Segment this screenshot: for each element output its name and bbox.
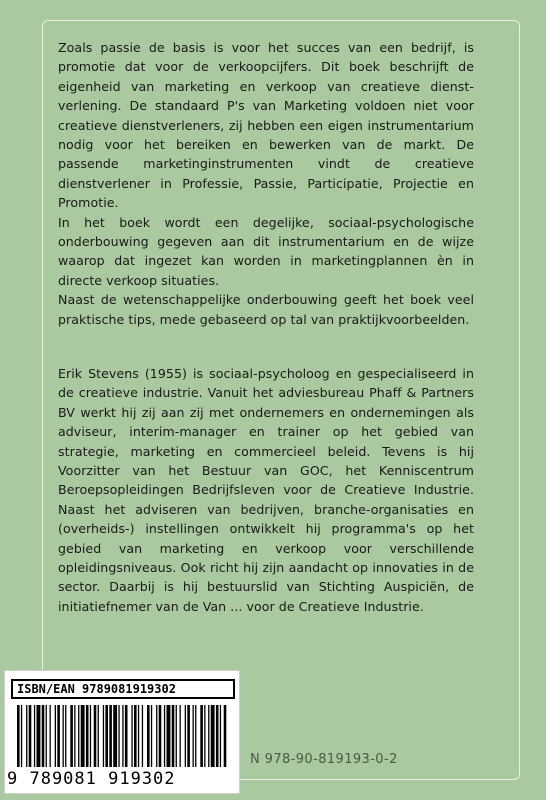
- barcode-bar: [86, 705, 89, 767]
- barcode-bar: [224, 705, 227, 767]
- barcode-bar: [216, 705, 219, 767]
- barcode-bar: [29, 705, 32, 767]
- barcode-bar: [156, 705, 157, 767]
- barcode-bar: [138, 705, 139, 767]
- barcode-bar: [147, 705, 150, 767]
- barcode-bar: [21, 705, 22, 767]
- blurb-paragraph-1: Zoals passie de basis is voor het succes van een bedrijf, is promotie dat voor de verkoopcijfers. Dit boek beschrijft de eigenheid van marketing en verkoop van creatieve dienst-verlening. De standaard P's van Marketing voldoen niet voor creatieve dienstverleners, zij hebben een eigen instrumentarium nodig voor het bereiken en bewerken van de markt. De passende marketinginstrumenten vindt de creatieve dienstverlener in Professie, Passie, Participatie, Projectie en Promotie.: [58, 40, 474, 211]
- blurb-text: [58, 38, 474, 329]
- barcode-bar: [211, 705, 215, 767]
- barcode-digits: 9 789081 919302: [7, 769, 176, 789]
- blurb-paragraph-2: In het boek wordt een degelijke, sociaal-psychologische onderbouwing gegeven aan dit instrumentarium en de wijze waarop dat ingezet kan worden in marketingplannen èn in directe verkoop situaties.: [58, 214, 474, 288]
- barcode-bar: [195, 705, 196, 767]
- barcode-bar: [125, 705, 128, 767]
- barcode-bar: [55, 705, 56, 767]
- barcode-bar: [109, 705, 112, 767]
- printed-isbn: N 978-90-819193-0-2: [250, 752, 398, 767]
- barcode-bar: [151, 705, 152, 767]
- barcode-bars: [17, 705, 229, 767]
- barcode-bar: [98, 705, 99, 767]
- barcode-bar: [220, 705, 221, 767]
- barcode-bar: [94, 705, 97, 767]
- barcode-bar: [164, 705, 165, 767]
- barcode-bar: [37, 705, 41, 767]
- barcode-bar: [57, 705, 60, 767]
- barcode-bar: [74, 705, 75, 767]
- barcode-bar: [208, 705, 209, 767]
- barcode-bar: [81, 705, 85, 767]
- barcode-bar: [204, 705, 205, 767]
- barcode-bar: [63, 705, 64, 767]
- barcode-bar: [176, 705, 177, 767]
- barcode-bar: [172, 705, 175, 767]
- barcode-sticker: [4, 670, 240, 794]
- barcode-bar: [34, 705, 35, 767]
- barcode-bar: [105, 705, 108, 767]
- barcode-bar: [185, 705, 186, 767]
- barcode-bar: [134, 705, 137, 767]
- barcode-bar: [131, 705, 132, 767]
- barcode-bar: [46, 705, 47, 767]
- barcode-bar: [193, 705, 194, 767]
- barcode-bar: [113, 705, 117, 767]
- barcode-bar: [118, 705, 119, 767]
- barcode-bar: [50, 705, 51, 767]
- barcode-bar: [180, 705, 181, 767]
- barcode-bar: [26, 705, 27, 767]
- barcode-bar: [200, 705, 203, 767]
- barcode-bar: [122, 705, 123, 767]
- barcode-bar: [78, 705, 79, 767]
- barcode-bar: [187, 705, 190, 767]
- blurb-paragraph-3: Naast de wetenschappelijke onderbouwing geeft het boek veel praktische tips, mede gebaseerd op tal van praktijkvoorbeelden.: [58, 292, 474, 327]
- barcode-bar: [142, 705, 143, 767]
- isbn-ean-label: ISBN/EAN 9789081919302: [11, 679, 235, 699]
- barcode-bar: [70, 705, 73, 767]
- barcode-bar: [42, 705, 45, 767]
- bio-paragraph: Erik Stevens (1955) is sociaal-psycholoog en gespecialiseerd in de creatieve industrie. Vanuit het adviesbureau Phaff & Partners BV werkt hij zij aan zij met ondernemers en ondernemingen als adviseur, interim-manager en trainer op het gebied van strategie, marketing en commercieel beleid. Tevens is hij Voorzitter van het Bestuur van GOC, het Kenniscentrum Beroepsopleidingen Bedrijfsleven voor de Creatieve Industrie. Naast het adviseren van bedrijven, branche-organisaties en (overheids-) instellingen ontwikkelt hij programma's op het gebied van marketing en verkoop voor verschillende opleidingsniveaus. Ook richt hij zijn aandacht op innovaties in de sector. Daarbij is hij bestuurslid van Stichting Auspiciën, de initiatiefnemer van de Van ... voor de Creatieve Industrie.: [58, 366, 474, 614]
- barcode-bar: [167, 705, 171, 767]
- barcode-bar: [90, 705, 91, 767]
- author-bio: [58, 364, 474, 616]
- barcode-bar: [159, 705, 162, 767]
- barcode-bar: [103, 705, 104, 767]
- barcode-bar: [65, 705, 66, 767]
- barcode-bar: [17, 705, 20, 767]
